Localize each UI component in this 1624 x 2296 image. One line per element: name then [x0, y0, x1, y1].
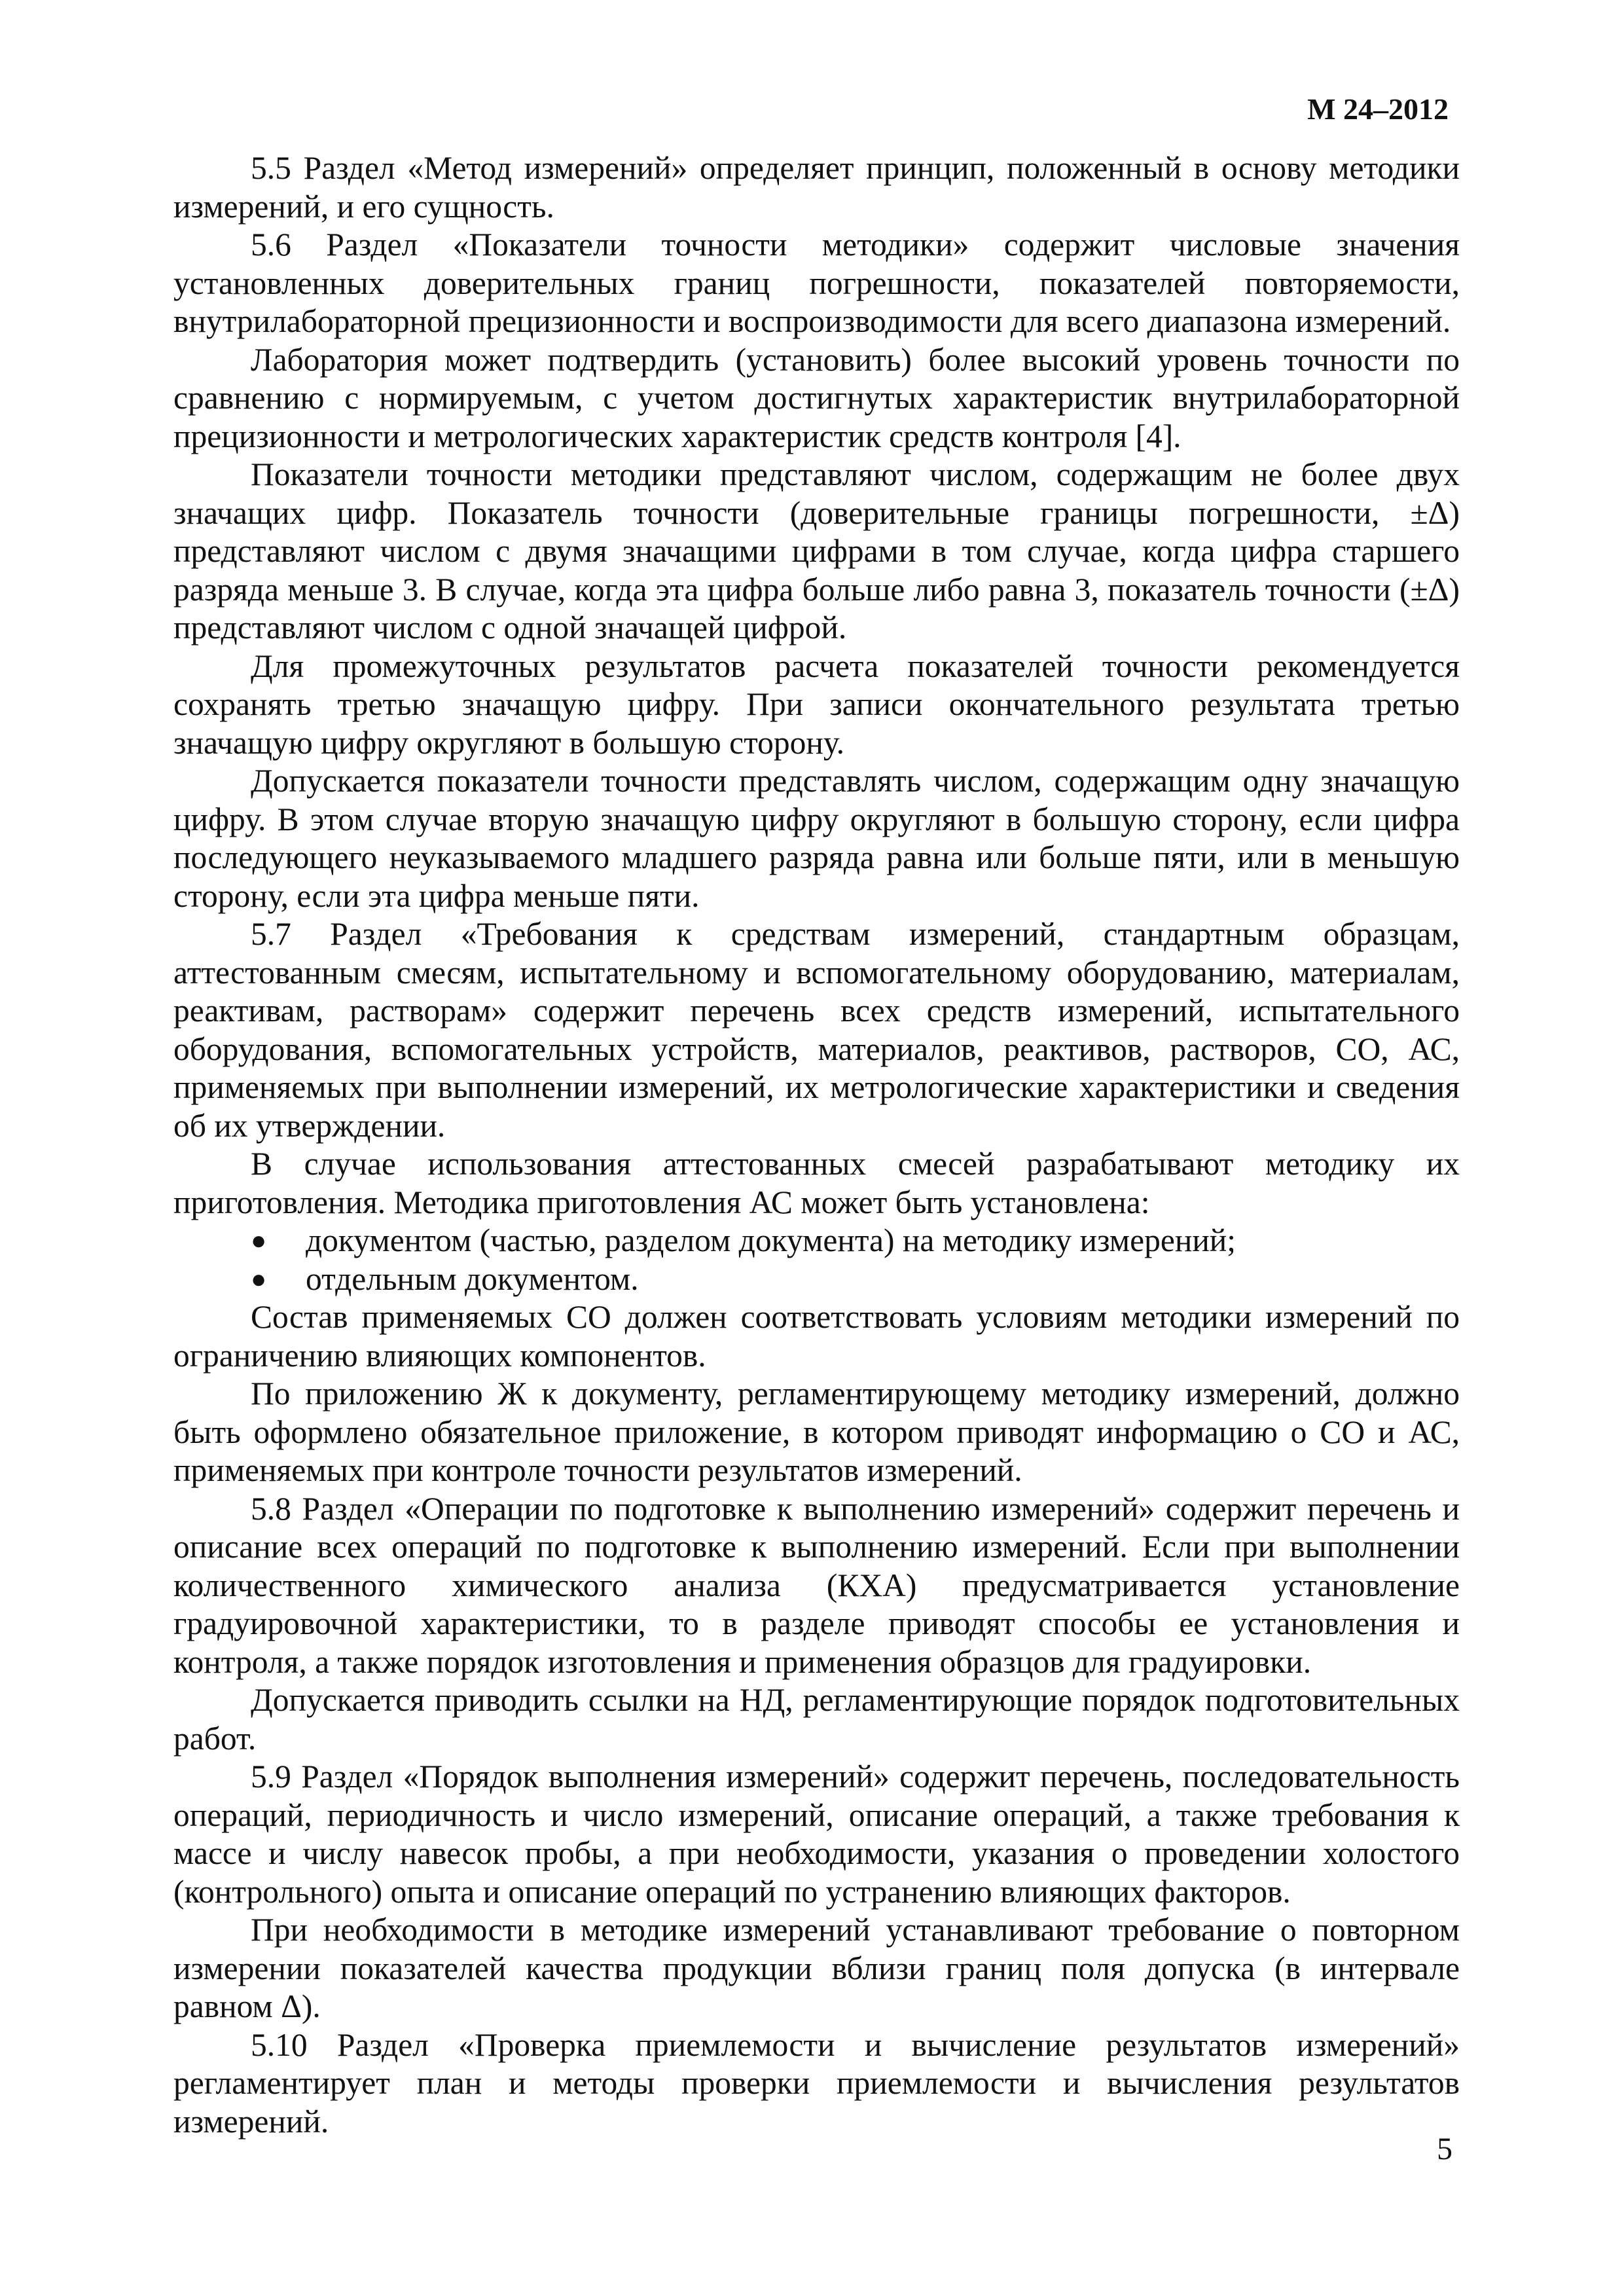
paragraph-5-7: 5.7 Раздел «Требования к средствам измерений, стандартным образцам, аттестованным смесям, испытательному и вспомогательному оборудованию, материалам, реактивам, растворам» содержит перечень всех средств измерений, испытательного оборудования, вспомогательных устройств, материалов, реактивов, растворов, СО, АС, применяемых при выполнении измерений, их метрологические характеристики и сведения об их утверждении.: [173, 916, 1460, 1144]
paragraph-attested-mixtures: В случае использования аттестованных смесей разрабатывают методику их приготовления. Методика приготовления АС может быть установлена:: [173, 1146, 1460, 1220]
paragraph-5-6: 5.6 Раздел «Показатели точности методики» содержит числовые значения установленных доверительных границ погрешности, показателей повторяемости, внутрилабораторной прецизионности и воспроизводимости для всего диапазона измерений.: [173, 227, 1460, 339]
paragraph-significant-digits: Показатели точности методики представляют числом, содержащим не более двух значащих цифр. Показатель точности (доверительные границы погрешности, ±Δ) представляют числом с двумя значащими цифрами в том случае, когда цифра старшего разряда меньше 3. В случае, когда эта цифра больше либо равна 3, показатель точности (±Δ) представляют числом с одной значащей цифрой.: [173, 456, 1460, 646]
document-code: М 24–2012: [1307, 92, 1449, 126]
paragraph-5-10: 5.10 Раздел «Проверка приемлемости и вычисление результатов измерений» регламентирует план и методы проверки приемлемости и вычисления результатов измерений.: [173, 2026, 1460, 2140]
paragraph-intermediate-results: Для промежуточных результатов расчета показателей точности рекомендуется сохранять третью значащую цифру. При записи окончательного результата третью значащую цифру округляют в большую сторону.: [173, 647, 1460, 761]
bullet-icon: ●: [251, 1264, 267, 1294]
paragraph-laboratory-accuracy: Лаборатория может подтвердить (установить) более высокий уровень точности по сравнению с нормируемым, с учетом достигнутых характеристик внутрилабораторной прецизионности и метрологических характеристик средств контроля [4].: [173, 341, 1460, 454]
list-item: [251, 1222, 1460, 1260]
paragraph-5-8: 5.8 Раздел «Операции по подготовке к выполнению измерений» содержит перечень и описание всех операций по подготовке к выполнению измерений. Если при выполнении количественного химического анализа (КХА) предусматривается установление градуировочной характеристики, то в разделе приводят способы ее установления и контроля, а также порядок изготовления и применения образцов для градуировки.: [173, 1490, 1460, 1680]
bullet-icon: ●: [251, 1226, 267, 1255]
paragraph-appendix-zh: По приложению Ж к документу, регламентирующему методику измерений, должно быть оформлено обязательное приложение, в котором приводят информацию о СО и АС, применяемых при контроле точности результатов измерений.: [173, 1376, 1460, 1488]
list-item-text: отдельным документом.: [306, 1260, 639, 1297]
paragraph-references-allowed: Допускается приводить ссылки на НД, регламентирующие порядок подготовительных работ.: [173, 1682, 1460, 1757]
page-number: 5: [1437, 2132, 1453, 2166]
bullet-list: [173, 1222, 1460, 1298]
document-body: [173, 149, 1460, 2141]
paragraph-rounding-rule: Допускается показатели точности представлять числом, содержащим одну значащую цифру. В этом случае вторую значащую цифру округляют в большую сторону, если цифра последующего неуказываемого младшего разряда равна или больше пяти, или в меньшую сторону, если эта цифра меньше пяти.: [173, 763, 1460, 914]
paragraph-5-5: 5.5 Раздел «Метод измерений» определяет принцип, положенный в основу методики измерений, и его сущность.: [173, 150, 1460, 225]
list-item: [251, 1260, 1460, 1299]
paragraph-co-composition: Состав применяемых СО должен соответствовать условиям методики измерений по ограничению влияющих компонентов.: [173, 1299, 1460, 1374]
list-item-text: документом (частью, разделом документа) на методику измерений;: [306, 1222, 1236, 1258]
paragraph-5-9: 5.9 Раздел «Порядок выполнения измерений» содержит перечень, последовательность операций, периодичность и число измерений, описание операций, а также требования к массе и числу навесок пробы, а при необходимости, указания о проведении холостого (контрольного) опыта и описание операций по устранению влияющих факторов.: [173, 1758, 1460, 1910]
paragraph-repeat-measurement: При необходимости в методике измерений устанавливают требование о повторном измерении показателей качества продукции вблизи границ поля допуска (в интервале равном Δ).: [173, 1912, 1460, 2024]
